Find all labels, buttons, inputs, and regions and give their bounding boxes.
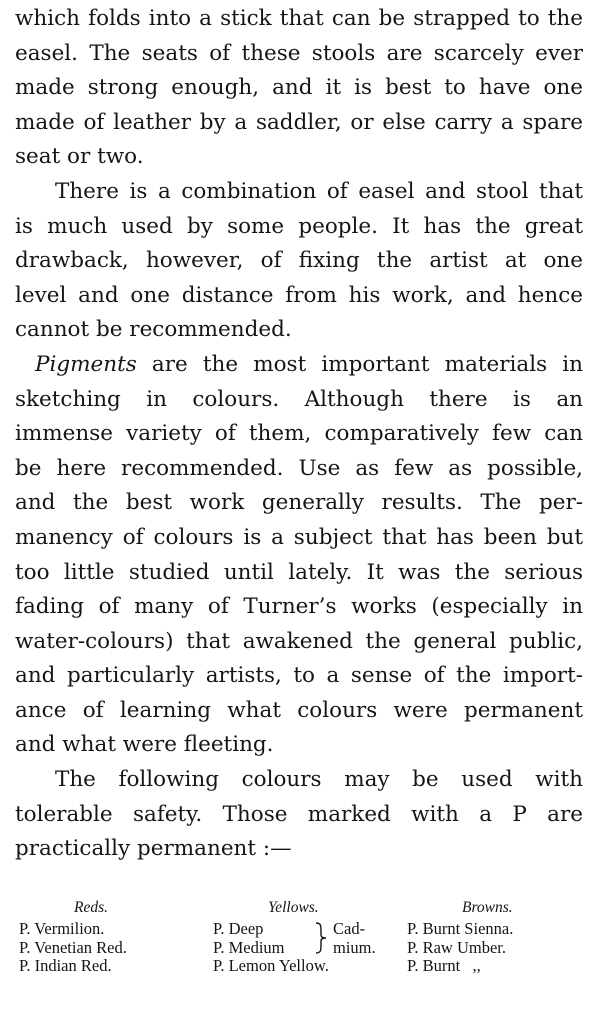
cadmium-label-line: mium.	[333, 937, 376, 957]
text-line: and what were fleeting.	[15, 732, 274, 758]
colour-item: P. Burnt Sienna.	[407, 919, 514, 938]
colour-item: P. Indian Red.	[19, 956, 112, 975]
pigments-heading-word: Pigments	[35, 351, 137, 377]
text-line: and particularly artists, to a sense of the import-	[15, 663, 583, 689]
text-line: practically permanent :—	[15, 836, 292, 862]
text-line: made of leather by a saddler, or else carry a spare	[15, 109, 583, 135]
colour-item: P. Deep	[213, 919, 264, 938]
text-line	[15, 348, 583, 383]
text-line: is much used by some people. It has the great	[15, 213, 583, 239]
text-line: seat or two.	[15, 144, 144, 170]
text-line: which folds into a stick that can be strapped to the	[15, 6, 583, 31]
brace-icon	[313, 922, 329, 954]
text-line: manency of colours is a subject that has been but	[15, 524, 583, 550]
reds-column	[19, 896, 199, 976]
text-line: tolerable safety. Those marked with a P are	[15, 801, 583, 827]
colour-item: P. Raw Umber.	[407, 937, 506, 957]
reds-heading: Reds.	[74, 899, 109, 916]
colour-item: P. Medium	[213, 937, 285, 957]
colour-item: P. Vermilion.	[19, 919, 105, 938]
browns-heading: Browns.	[462, 899, 513, 916]
yellows-heading: Yellows.	[268, 899, 319, 916]
colour-item: P. Burnt ,,	[407, 956, 481, 975]
text-line: too little studied until lately. It was the serious	[15, 559, 583, 585]
colour-item: P. Venetian Red.	[19, 937, 127, 957]
text-line: fading of many of Turner’s works (especially in	[15, 594, 583, 620]
text-line: The following colours may be used with	[55, 767, 583, 793]
colour-item: P. Lemon Yellow.	[213, 956, 329, 975]
text-line: immense variety of them, comparatively few can	[15, 421, 583, 447]
cadmium-label	[333, 920, 376, 957]
text-line: There is a combination of easel and stool that	[55, 178, 583, 204]
body-text	[15, 2, 583, 867]
text-line: made strong enough, and it is best to have one	[15, 75, 583, 101]
text-line: water-colours) that awakened the general public,	[15, 628, 583, 654]
text-line: drawback, however, of fixing the artist at one	[15, 248, 583, 274]
text-line: sketching in colours. Although there is an	[15, 386, 583, 412]
text-line: ance of learning what colours were permanent	[15, 697, 583, 723]
text-line: and the best work generally results. The per-	[15, 490, 583, 516]
text-line: be here recommended. Use as few as possible,	[15, 455, 583, 481]
text-line: easel. The seats of these stools are scarcely ever	[15, 40, 583, 66]
text-line-rest: are the most important materials in	[136, 351, 583, 377]
cadmium-label-line: Cad-	[333, 919, 366, 938]
text-line: level and one distance from his work, and hence	[15, 282, 583, 308]
yellows-column	[213, 896, 403, 976]
text-line: cannot be recommended.	[15, 317, 292, 343]
browns-column	[407, 896, 587, 976]
